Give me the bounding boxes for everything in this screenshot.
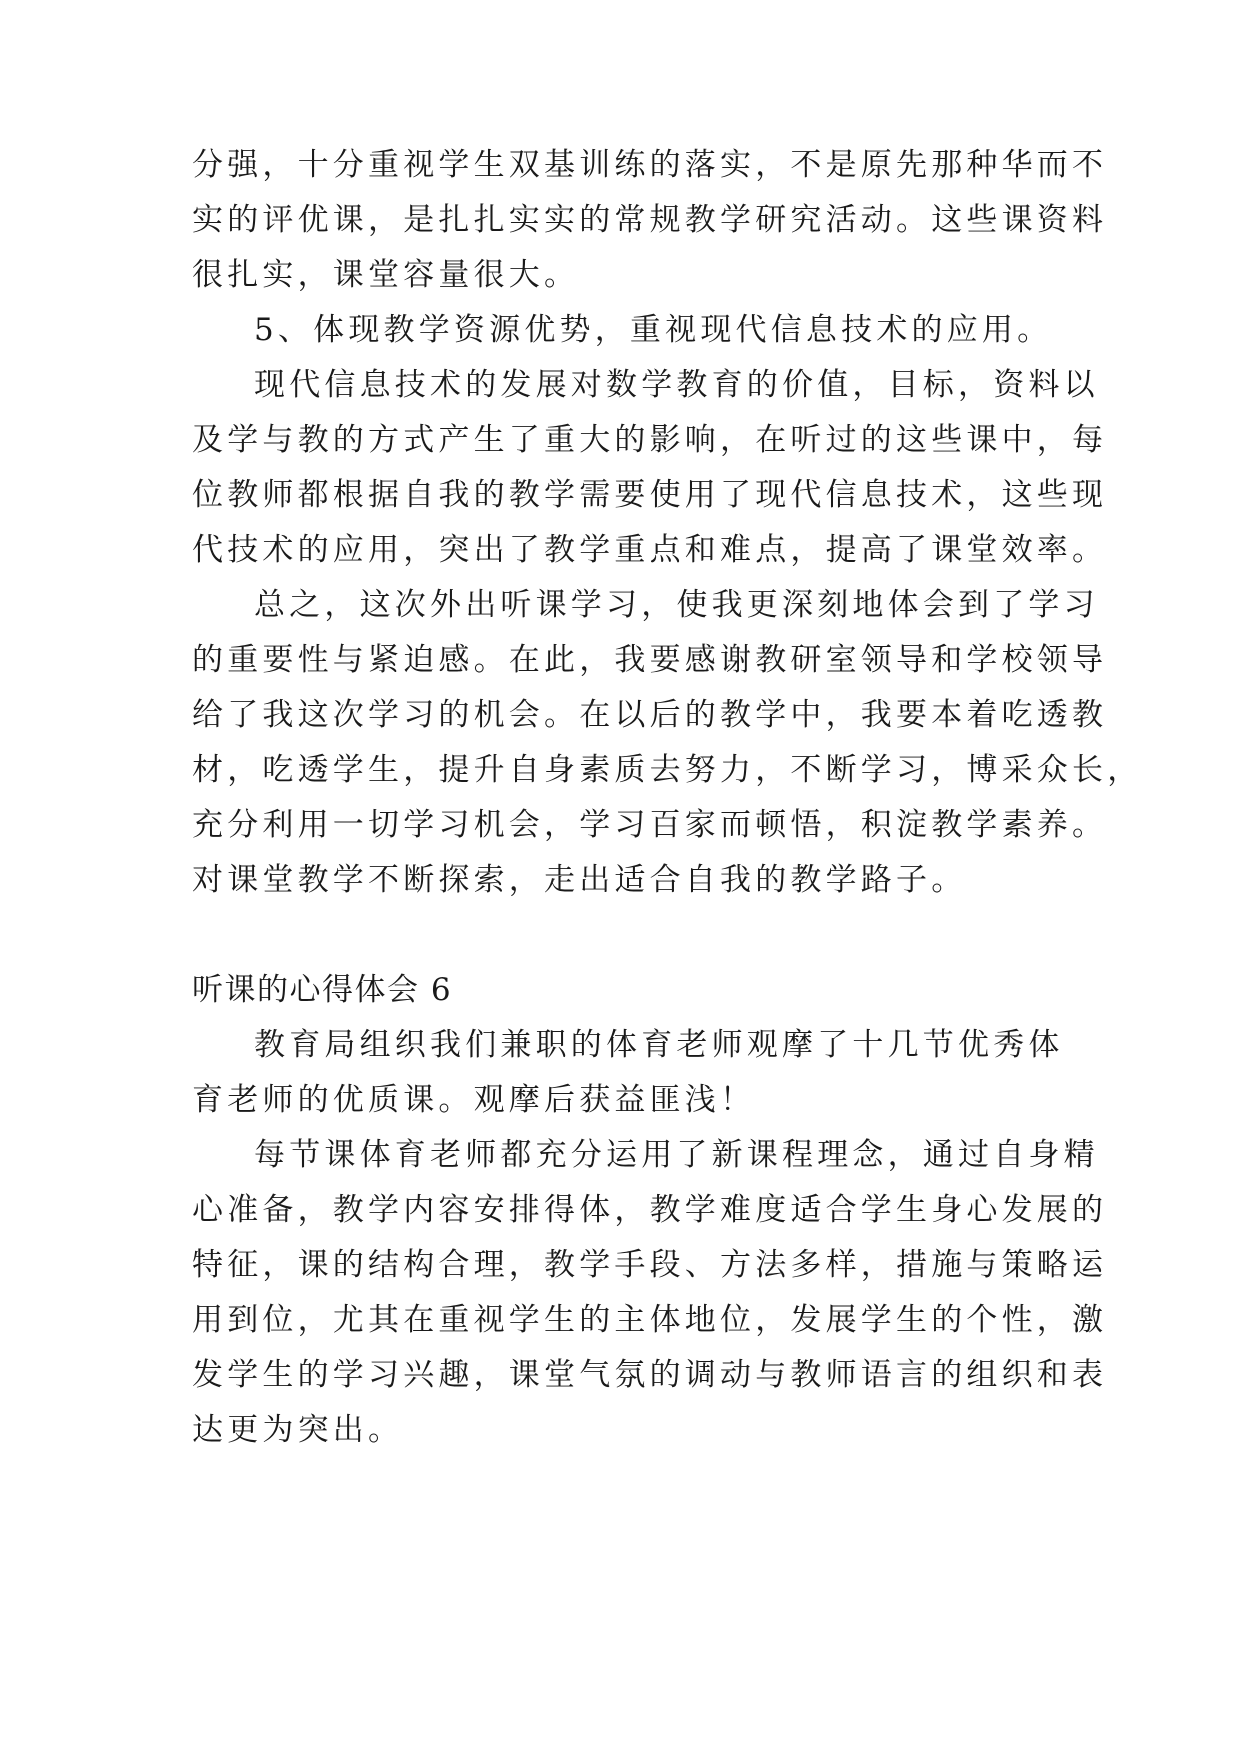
text-line: 现代信息技术的发展对数学教育的价值，目标，资料以 <box>254 367 1099 403</box>
text-line: 位教师都根据自我的教学需要使用了现代信息技术，这些现 <box>192 477 1108 513</box>
text-line: 材，吃透学生，提升自身素质去努力，不断学习，博采众长， <box>192 752 1143 788</box>
text-line: 充分利用一切学习机会，学习百家而顿悟，积淀教学素养。 <box>192 807 1108 843</box>
text-line: 的重要性与紧迫感。在此，我要感谢教研室领导和学校领导 <box>192 642 1108 678</box>
text-line: 实的评优课，是扎扎实实的常规教学研究活动。这些课资料 <box>192 202 1108 238</box>
text-line: 总之，这次外出听课学习，使我更深刻地体会到了学习 <box>254 587 1099 623</box>
text-line: 及学与教的方式产生了重大的影响，在听过的这些课中，每 <box>192 422 1108 458</box>
article-title: 听课的心得体会 6 <box>192 972 453 1008</box>
text-line: 心准备，教学内容安排得体，教学难度适合学生身心发展的 <box>192 1192 1108 1228</box>
text-line: 分强，十分重视学生双基训练的落实，不是原先那种华而不 <box>192 147 1108 183</box>
text-line: 教育局组织我们兼职的体育老师观摩了十几节优秀体 <box>254 1027 1064 1063</box>
text-line: 用到位，尤其在重视学生的主体地位，发展学生的个性，激 <box>192 1302 1108 1338</box>
text-line: 给了我这次学习的机会。在以后的教学中，我要本着吃透教 <box>192 697 1108 733</box>
text-line: 特征，课的结构合理，教学手段、方法多样，措施与策略运 <box>192 1247 1108 1283</box>
text-line: 达更为突出。 <box>192 1412 404 1448</box>
text-line: 每节课体育老师都充分运用了新课程理念，通过自身精 <box>254 1137 1099 1173</box>
section-heading: 5、体现教学资源优势，重视现代信息技术的应用。 <box>254 312 1053 348</box>
text-line: 代技术的应用，突出了教学重点和难点，提高了课堂效率。 <box>192 532 1108 568</box>
text-line: 育老师的优质课。观摩后获益匪浅！ <box>192 1082 756 1118</box>
text-line: 发学生的学习兴趣，课堂气氛的调动与教师语言的组织和表 <box>192 1357 1108 1393</box>
text-line: 对课堂教学不断探索，走出适合自我的教学路子。 <box>192 862 967 898</box>
text-line: 很扎实，课堂容量很大。 <box>192 257 580 293</box>
